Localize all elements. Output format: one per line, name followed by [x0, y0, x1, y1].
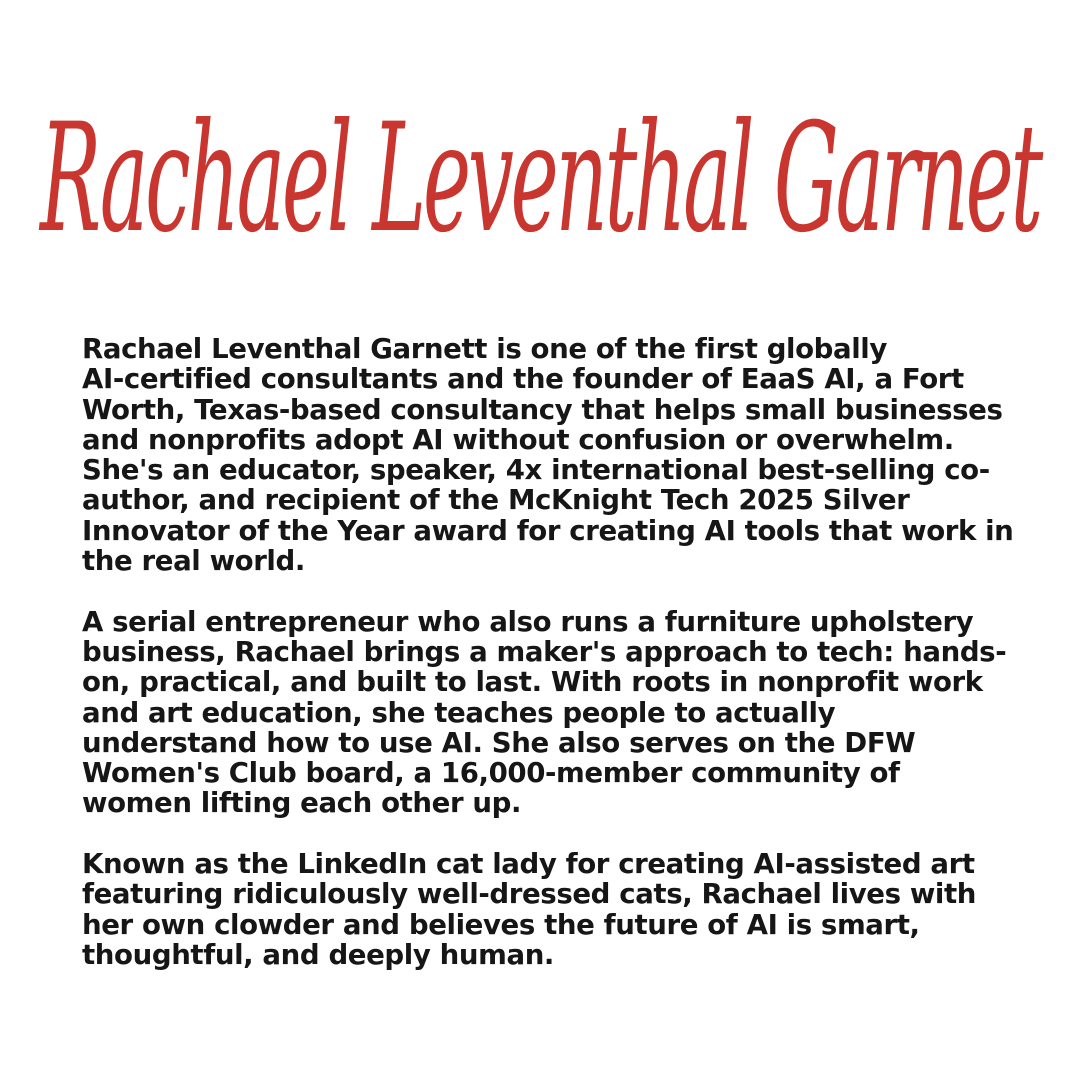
bio-line: Women's Club board, a 16,000-member community of: [82, 756, 900, 790]
bio-paragraph-2: [82, 604, 1057, 820]
script-title: [0, 80, 1080, 310]
bio-paragraph-3: [82, 849, 1057, 970]
bio-line: Rachael Leventhal Garnett is one of the first globally: [82, 332, 887, 365]
bio-line: author, and recipient of the McKnight Tech 2025 Silver: [82, 483, 910, 517]
bio-line: thoughtful, and deeply human.: [82, 937, 555, 971]
bio-line: women lifting each other up.: [82, 786, 522, 820]
bio-line: She's an educator, speaker, 4x international best-selling co-: [82, 453, 990, 487]
bio-line: A serial entrepreneur who also runs a furniture upholstery: [82, 604, 974, 638]
bio-text: [82, 334, 1057, 1001]
bio-line: business, Rachael brings a maker's approach to tech: hands-: [82, 634, 1007, 668]
bio-line: on, practical, and built to last. With roots in nonprofit work: [82, 665, 983, 699]
bio-line: Worth, Texas-based consultancy that helps small businesses: [82, 392, 1003, 426]
title-banner: [0, 80, 1080, 310]
bio-line: and art education, she teaches people to actually: [82, 695, 836, 729]
bio-line: Known as the LinkedIn cat lady for creating AI-assisted art: [82, 847, 975, 881]
bio-line: understand how to use AI. She also serves on the DFW: [82, 725, 916, 759]
bio-line: AI-certified consultants and the founder of EaaS AI, a Fort: [82, 362, 964, 396]
bio-line: and nonprofits adopt AI without confusion or overwhelm.: [82, 422, 954, 456]
bio-line: the real world.: [82, 544, 305, 578]
bio-line: Innovator of the Year award for creating AI tools that work in: [82, 513, 1014, 547]
bio-line: her own clowder and believes the future of AI is smart,: [82, 907, 920, 941]
bio-line: featuring ridiculously well-dressed cats, Rachael lives with: [82, 877, 977, 911]
page-title: Rachael Leventhal Garnet: [38, 92, 1044, 266]
bio-paragraph-1: [82, 334, 1057, 576]
